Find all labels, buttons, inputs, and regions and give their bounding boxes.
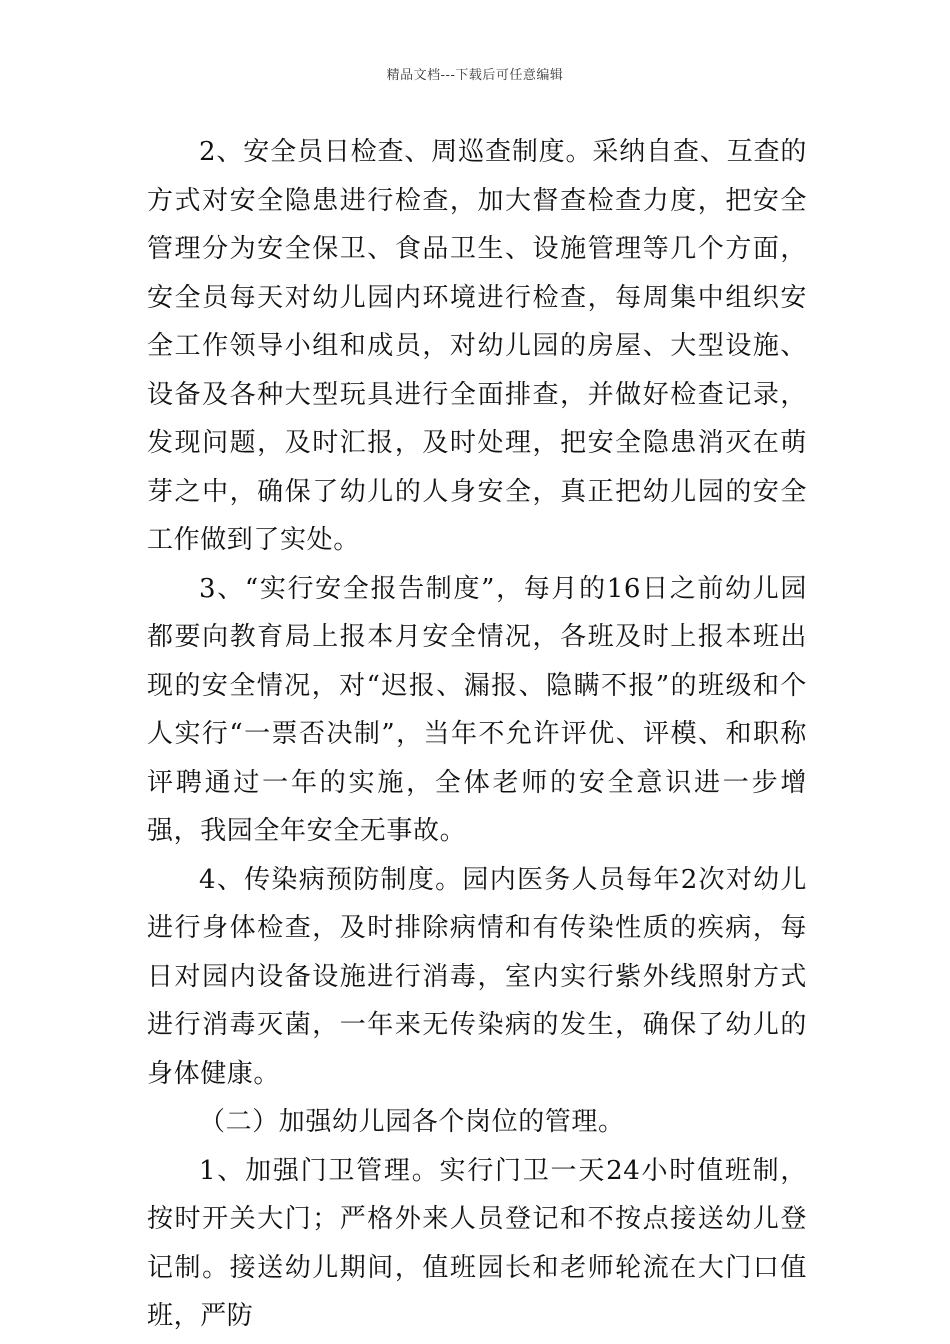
paragraph-daily-inspection: 2、安全员日检查、周巡查制度。采纳自查、互查的方式对安全隐患进行检查，加大督查检查力度，把安全管理分为安全保卫、食品卫生、设施管理等几个方面，安全员每天对幼儿园内环境进行检查，每周集中组织安全工作领导小组和成员，对幼儿园的房屋、大型设施、设备及各种大型玩具进行全面排查，并做好检查记录，发现问题，及时汇报，及时处理，把安全隐患消灭在萌芽之中，确保了幼儿的人身安全，真正把幼儿园的安全工作做到了实处。 [147, 137, 807, 555]
paragraph-disease-prevention: 4、传染病预防制度。园内医务人员每年2次对幼儿进行身体检查，及时排除病情和有传染性质的疾病，每日对园内设备设施进行消毒，室内实行紫外线照射方式进行消毒灭菌，一年来无传染病的发生，确保了幼儿的身体健康。 [147, 864, 807, 1089]
document-body [147, 128, 807, 1341]
paragraph-safety-report: 3、“实行安全报告制度”，每月的16日之前幼儿园都要向教育局上报本月安全情况，各班及时上报本班出现的安全情况，对“迟报、漏报、隐瞒不报”的班级和个人实行“一票否决制”，当年不允许评优、评模、和职称评聘通过一年的实施，全体老师的安全意识进一步增强，我园全年安全无事故。 [147, 573, 807, 846]
section-heading-post-management: （二）加强幼儿园各个岗位的管理。 [199, 1107, 625, 1137]
page-header: 精品文档---下载后可任意编辑 [386, 68, 564, 83]
paragraph-gate-management: 1、加强门卫管理。实行门卫一天24小时值班制，按时开关大门；严格外来人员登记和不按点接送幼儿登记制。接送幼儿期间，值班园长和老师轮流在大门口值班，严防 [147, 1155, 807, 1331]
